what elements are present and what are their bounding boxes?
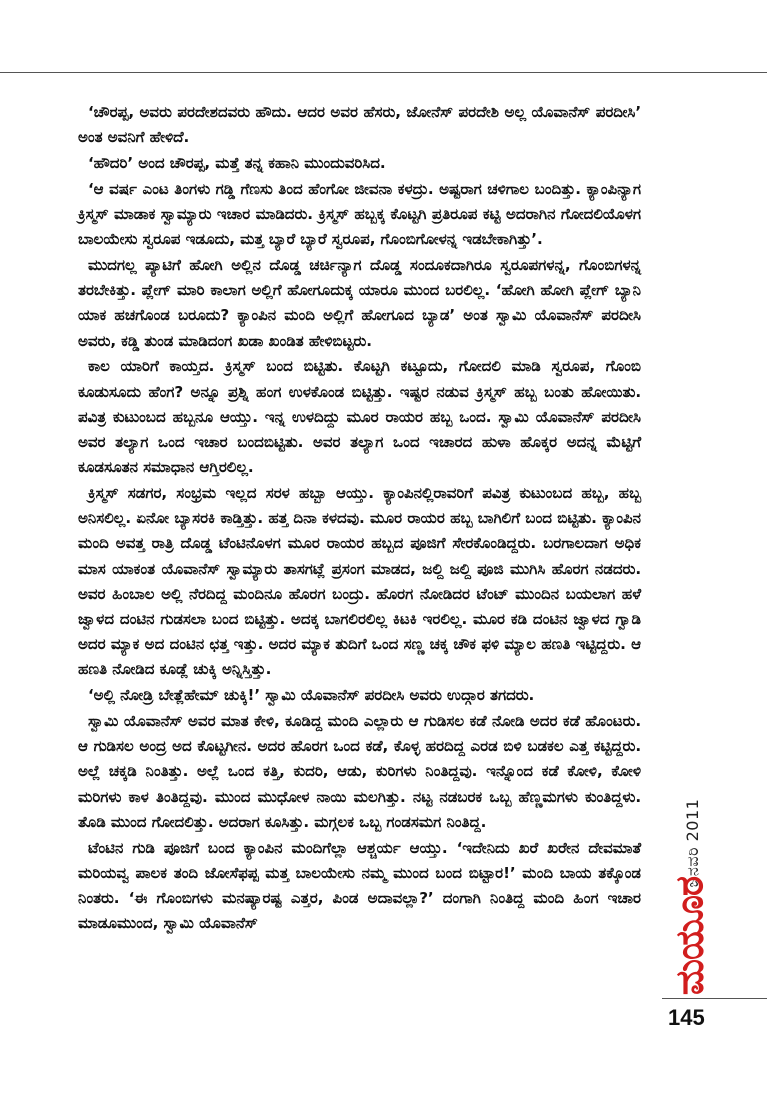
- footer-rule: [662, 998, 767, 999]
- magazine-logo-text: ಮಯೂರ: [667, 876, 712, 996]
- paragraph: ‘ಅಲ್ಲಿ ನೋಡ್ರಿ ಬೇತ್ಲೆಹೇಮ್ ಚುಕ್ಕಿ!’ ಸ್ವಾಮಿ ಯೊವಾನೆಸ್ ಪರದೀಸಿ ಅವರು ಉದ್ಗಾರ ತಗದರು.: [88, 686, 535, 705]
- page-number: 145: [668, 1005, 705, 1030]
- paragraph: ಮುದಗಲ್ಲ ಪ್ಯಾಟಿಗೆ ಹೋಗಿ ಅಲ್ಲಿನ ದೊಡ್ಡ ಚರ್ಚಿನ್ಯಾಗ ದೊಡ್ಡ ಸಂದೂಕದಾಗಿರೂ ಸ್ವರೂಪಗಳನ್ನ, ಗೊಂಬಿಗಳನ್ನ ತರಬೇಕಿತ್ತು. ಪ್ಲೇಗ್ ಮಾರಿ ಕಾಲಾಗ ಅಲ್ಲಿಗೆ ಹೋಗೂದುಕ್ಕ ಯಾರೂ ಮುಂದ ಬರಲಿಲ್ಲ. ‘ಹೋಗಿ ಹೋಗಿ ಪ್ಲೇಗ್ ಬ್ಯಾನಿ ಯಾಕ ಹಚಗೊಂಡ ಬರೂದು? ಕ್ಯಾಂಪಿನ ಮಂದಿ ಅಲ್ಲಿಗೆ ಹೋಗೂದ ಬ್ಯಾಡ’ ಅಂತ ಸ್ವಾಮಿ ಯೊವಾನೆಸ್ ಪರದೀಸಿ ಅವರು, ಕಡ್ಡಿ ತುಂಡ ಮಾಡಿದಂಗ ಖಡಾ ಖಂಡಿತ ಹೇಳಿಬಿಟ್ಟರು.: [78, 256, 641, 350]
- paragraph: ‘ಚೌರಪ್ಪ, ಅವರು ಪರದೇಶದವರು ಹೌದು. ಆದರ ಅವರ ಹೆಸರು, ಜೋನೆಸ್ ಪರದೇಶಿ ಅಲ್ಲ ಯೊವಾನೆಸ್ ಪರದೀಸಿ’ ಅಂತ ಅವನಿಗೆ ಹೇಳಿದೆ.: [78, 103, 641, 147]
- issue-date-text: ಜನವರಿ 2011: [683, 798, 702, 888]
- paragraph: ‘ಹೌದರಿ’ ಅಂದ ಚೌರಪ್ಪ, ಮತ್ತೆ ತನ್ನ ಕಹಾನಿ ಮುಂದುವರಿಸಿದ.: [88, 154, 386, 172]
- paragraph: ಸ್ವಾಮಿ ಯೊವಾನೆಸ್ ಅವರ ಮಾತ ಕೇಳಿ, ಕೂಡಿದ್ದ ಮಂದಿ ಎಲ್ಲಾರು ಆ ಗುಡಿಸಲ ಕಡೆ ನೋಡಿ ಅದರ ಕಡೆ ಹೊಂಟರು. ಆ ಗುಡಿಸಲ ಅಂದ್ರ ಅದ ಕೊಟ್ಟಗೀನ. ಅದರ ಹೊರಗ ಒಂದ ಕಡೆ, ಕೊಳ್ಳ ಹರದಿದ್ದ ಎರಡ ಬಿಳಿ ಬಡಕಲ ಎತ್ತ ಕಟ್ಟಿದ್ದರು. ಅಲ್ಲೆ ಚಕ್ಕಡಿ ನಿಂತಿತ್ತು. ಅಲ್ಲೆ ಒಂದ ಕತ್ತಿ, ಕುದರಿ, ಆಡು, ಕುರಿಗಳು ನಿಂತಿದ್ದವು. ಇನ್ನೊಂದ ಕಡೆ ಕೋಳಿ, ಕೋಳಿ ಮರಿಗಳು ಕಾಳ ತಿಂತಿದ್ದವು. ಮುಂದ ಮುಧೋಳ ನಾಯಿ ಮಲಗಿತ್ತು. ನಟ್ಟ ನಡಬರಕ ಒಬ್ಬ ಹೆಣ್ಣಮಗಳು ಕುಂತಿದ್ದಳು. ತೊಡಿ ಮುಂದ ಗೋದಲಿತ್ತು. ಅದರಾಗ ಕೂಸಿತ್ತು. ಮಗ್ಗಲಕ ಒಬ್ಬ ಗಂಡಸಮಗ ನಿಂತಿದ್ದ.: [78, 712, 641, 831]
- paragraph: ‘ಆ ವರ್ಷ ಎಂಟ ತಿಂಗಳು ಗಡ್ಡಿ ಗೆಣಸು ತಿಂದ ಹೆಂಗೋ ಜೀವನಾ ಕಳದ್ರು. ಅಷ್ಟರಾಗ ಚಳಿಗಾಲ ಬಂದಿತ್ತು. ಕ್ಯಾಂಪಿನ್ಯಾಗ ಕ್ರಿಸ್ಮಸ್ ಮಾಡಾಕ ಸ್ವಾಮ್ಯಾರು ಇಚಾರ ಮಾಡಿದರು. ಕ್ರಿಸ್ಮಸ್ ಹಬ್ಬಕ್ಕ ಕೊಟ್ಟಗಿ ಪ್ರತಿರೂಪ ಕಟ್ಟಿ ಅದರಾಗಿನ ಗೋದಲಿಯೊಳಗ ಬಾಲಯೇಸು ಸ್ವರೂಪ ಇಡೂದು, ಮತ್ತ ಬ್ಯಾರೆ ಬ್ಯಾರೆ ಸ್ವರೂಪ, ಗೊಂಬಿಗೋಳನ್ನ ಇಡಬೇಕಾಗಿತ್ತು’.: [78, 179, 641, 249]
- paragraph: ಟೆಂಟಿನ ಗುಡಿ ಪೂಜಿಗೆ ಬಂದ ಕ್ಯಾಂಪಿನ ಮಂದಿಗೆಲ್ಲಾ ಆಶ್ಚರ್ಯ ಆಯ್ತು. ‘ಇದೇನಿದು ಖರೆ ಖರೇನ ದೇವಮಾತೆ ಮರಿಯವ್ವ ಪಾಲಕ ತಂದಿ ಜೋಸೆಫಪ್ಪ ಮತ್ತ ಬಾಲಯೇಸು ನಮ್ಮ ಮುಂದ ಬಂದ ಬಿಟ್ಟಾರ!’ ಮಂದಿ ಬಾಯ ತಕ್ಕೊಂಡ ನಿಂತರು. ‘ಈ ಗೊಂಬಿಗಳು ಮನಷ್ಯಾರಷ್ಟ ಎತ್ತರ, ಪಿಂಡ ಅದಾವಲ್ಲಾ?’ ದಂಗಾಗಿ ನಿಂತಿದ್ದ ಮಂದಿ ಹಿಂಗ ಇಚಾರ ಮಾಡೂಮುಂದ, ಸ್ವಾಮಿ ಯೊವಾನೆಸ್: [78, 838, 641, 933]
- paragraph: ಕಾಲ ಯಾರಿಗೆ ಕಾಯ್ತದ. ಕ್ರಿಸ್ಮಸ್ ಬಂದ ಬಿಟ್ಟಿತು. ಕೊಟ್ಟಗಿ ಕಟ್ಟೂದು, ಗೋದಲಿ ಮಾಡಿ ಸ್ವರೂಪ, ಗೊಂಬಿ ಕೂಡುಸೂದು ಹೆಂಗ? ಅನ್ನೂ ಪ್ರಶ್ನಿ ಹಂಗ ಉಳಕೊಂಡ ಬಿಟ್ಟಿತ್ತು. ಇಷ್ಟರ ನಡುವ ಕ್ರಿಸ್ಮಸ್ ಹಬ್ಬ ಬಂತು ಹೋಯಿತು. ಪವಿತ್ರ ಕುಟುಂಬದ ಹಬ್ಬನೂ ಆಯ್ತು. ಇನ್ನ ಉಳದಿದ್ದು ಮೂರ ರಾಯರ ಹಬ್ಬ ಒಂದ. ಸ್ವಾಮಿ ಯೊವಾನೆಸ್ ಪರದೀಸಿ ಅವರ ತಲ್ಯಾಗ ಒಂದ ಇಚಾರ ಬಂದಬಿಟ್ಟಿತು. ಅವರ ತಲ್ಯಾಗ ಒಂದ ಇಚಾರದ ಹುಳಾ ಹೊಕ್ಕರ ಅದನ್ನ ಮೆಟ್ಟಿಗೆ ಕೂಡಸೂತನ ಸಮಾಧಾನ ಆಗ್ತಿರಲಿಲ್ಲ.: [78, 357, 641, 477]
- article-body: [78, 100, 641, 937]
- paragraph: ಕ್ರಿಸ್ಮಸ್ ಸಡಗರ, ಸಂಭ್ರಮ ಇಲ್ಲದ ಸರಳ ಹಬ್ಬಾ ಆಯ್ತು. ಕ್ಯಾಂಪಿನಲ್ಲಿರಾವರಿಗೆ ಪವಿತ್ರ ಕುಟುಂಬದ ಹಬ್ಬ, ಹಬ್ಬ ಅನಿಸಲಿಲ್ಲ. ಏನೋ ಬ್ಯಾಸರಕಿ ಕಾಡ್ತಿತ್ತು. ಹತ್ತ ದಿನಾ ಕಳದವು. ಮೂರ ರಾಯರ ಹಬ್ಬ ಬಾಗಿಲಿಗೆ ಬಂದ ಬಿಟ್ಟಿತು. ಕ್ಯಾಂಪಿನ ಮಂದಿ ಅವತ್ತ ರಾತ್ರಿ ದೊಡ್ಡ ಟೆಂಟಿನೊಳಗ ಮೂರ ರಾಯರ ಹಬ್ಬದ ಪೂಜಿಗೆ ಸೇರಕೊಂಡಿದ್ದರು. ಬರಗಾಲದಾಗ ಅಧಿಕ ಮಾಸ ಯಾಕಂತ ಯೊವಾನೆಸ್ ಸ್ವಾಮ್ಯಾರು ತಾಸಗಟ್ಲೆ ಪ್ರಸಂಗ ಮಾಡದ, ಜಲ್ದಿ ಜಲ್ದಿ ಪೂಜಿ ಮುಗಿಸಿ ಹೊರಗ ನಡದರು. ಅವರ ಹಿಂಬಾಲ ಅಲ್ಲಿ ನೆರದಿದ್ದ ಮಂದಿನೂ ಹೊರಗ ಬಂದ್ರು. ಹೊರಗ ನೋಡಿದರ ಟೆಂಟ್ ಮುಂದಿನ ಬಯಲಾಗ ಹಳೆ ಜ್ವಾಳದ ದಂಟಿನ ಗುಡಸಲಾ ಬಂದ ಬಿಟ್ಟಿತ್ತು. ಅದಕ್ಕ ಬಾಗಲಿರಲಿಲ್ಲ ಕಿಟಕಿ ಇರಲಿಲ್ಲ. ಮೂರ ಕಡಿ ದಂಟಿನ ಜ್ವಾಳದ ಗ್ವಾಡಿ ಅದರ ಮ್ಯಾಕ ಅದ ದಂಟಿನ ಛತ್ತ ಇತ್ತು. ಅದರ ಮ್ಯಾಕ ತುದಿಗೆ ಒಂದ ಸಣ್ಣ ಚಕ್ಕ ಚೌಕ ಫಳಿ ಮ್ಯಾಲ ಹಣತಿ ಇಟ್ಟಿದ್ದರು. ಆ ಹಣತಿ ನೋಡಿದ ಕೂಡ್ಲೆ ಚುಕ್ಕಿ ಅನ್ನಿಸ್ತಿತ್ತು.: [78, 484, 641, 679]
- magazine-logo: [664, 876, 716, 996]
- top-rule: [0, 72, 767, 73]
